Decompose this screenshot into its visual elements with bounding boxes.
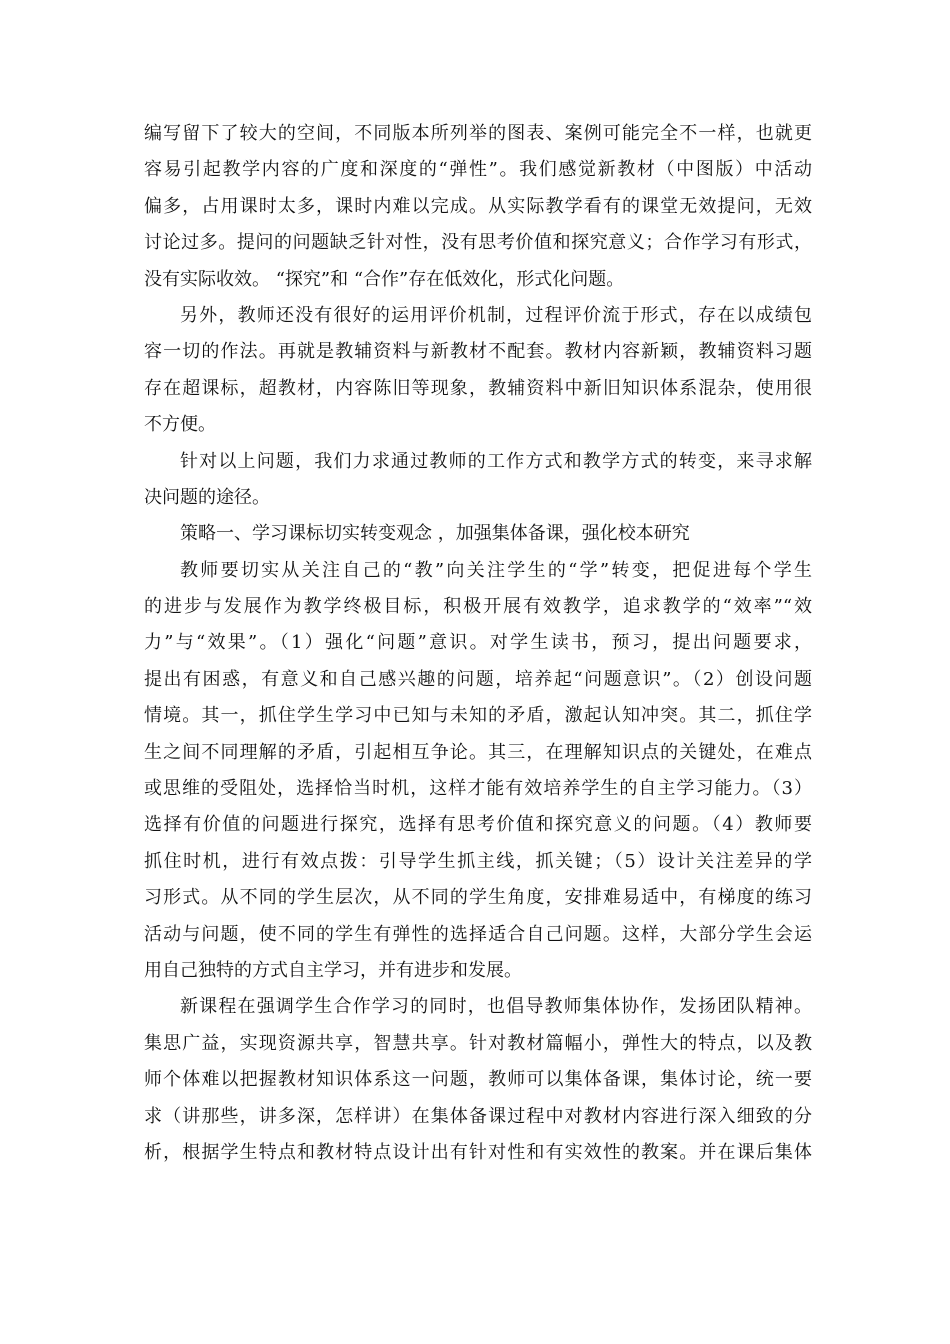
text-line: 选择有价值的问题进行探究，选择有思考价值和探究意义的问题。（4）教师要 [144, 814, 812, 836]
text-line: 抓住时机，进行有效点拨：引导学生抓主线，抓关键；（5）设计关注差异的学 [144, 850, 812, 872]
text-line: 习形式。从不同的学生层次，从不同的学生角度，安排难易适中，有梯度的练习 [144, 887, 812, 909]
body-text [144, 116, 812, 1171]
text-line: 容一切的作法。再就是教辅资料与新教材不配套。教材内容新颖，教辅资料习题 [144, 341, 812, 363]
section-heading: 策略一、学习课标切实转变观念 ，加强集体备课，强化校本研究 [180, 523, 690, 545]
text-line: 提出有困惑，有意义和自己感兴趣的问题，培养起“问题意识”。（2）创设问题 [144, 668, 812, 690]
text-line: 师个体难以把握教材知识体系这一问题，教师可以集体备课，集体讨论，统一要 [144, 1069, 812, 1091]
paragraph-first-line: 教师要切实从关注自己的“教”向关注学生的“学”转变，把促进每个学生 [180, 559, 812, 581]
text-line: 集思广益，实现资源共享，智慧共享。针对教材篇幅小，弹性大的特点，以及教 [144, 1032, 812, 1054]
text-line: 生之间不同理解的矛盾，引起相互争论。其三，在理解知识点的关键处，在难点 [144, 741, 812, 763]
text-line: 偏多，占用课时太多，课时内难以完成。从实际教学看有的课堂无效提问，无效 [144, 195, 812, 217]
text-line: 用自己独特的方式自主学习，并有进步和发展。 [144, 959, 522, 981]
text-line: 决问题的途径。 [144, 486, 270, 508]
text-line: 讨论过多。提问的问题缺乏针对性，没有思考价值和探究意义；合作学习有形式， [144, 232, 812, 254]
text-line: 析，根据学生特点和教材特点设计出有针对性和有实效性的教案。并在课后集体 [144, 1141, 812, 1163]
text-line: 的进步与发展作为教学终极目标，积极开展有效教学，追求教学的“效率”“效 [144, 596, 812, 618]
text-line: 求（讲那些，讲多深，怎样讲）在集体备课过程中对教材内容进行深入细致的分 [144, 1105, 812, 1127]
text-line: 活动与问题，使不同的学生有弹性的选择适合自己问题。这样，大部分学生会运 [144, 923, 812, 945]
paragraph-first-line: 新课程在强调学生合作学习的同时，也倡导教师集体协作，发扬团队精神。 [180, 996, 812, 1018]
text-line: 没有实际收效。 “探究”和 “合作”存在低效化，形式化问题。 [144, 268, 625, 290]
text-line: 存在超课标，超教材，内容陈旧等现象，教辅资料中新旧知识体系混杂，使用很 [144, 377, 812, 399]
text-line: 或思维的受阻处，选择恰当时机，这样才能有效培养学生的自主学习能力。（3） [144, 778, 812, 800]
text-line: 编写留下了较大的空间，不同版本所列举的图表、案例可能完全不一样，也就更 [144, 123, 812, 144]
text-line: 容易引起教学内容的广度和深度的“弹性”。我们感觉新教材（中图版）中活动 [144, 159, 812, 181]
paragraph-first-line: 针对以上问题，我们力求通过教师的工作方式和教学方式的转变，来寻求解 [180, 450, 812, 472]
paragraph-first-line: 另外，教师还没有很好的运用评价机制，过程评价流于形式，存在以成绩包 [180, 304, 812, 326]
text-line: 力”与“效果”。（1）强化“问题”意识。对学生读书，预习，提出问题要求， [144, 632, 812, 654]
text-line: 不方便。 [144, 414, 216, 436]
text-line: 情境。其一，抓住学生学习中已知与未知的矛盾，激起认知冲突。其二，抓住学 [144, 705, 812, 727]
